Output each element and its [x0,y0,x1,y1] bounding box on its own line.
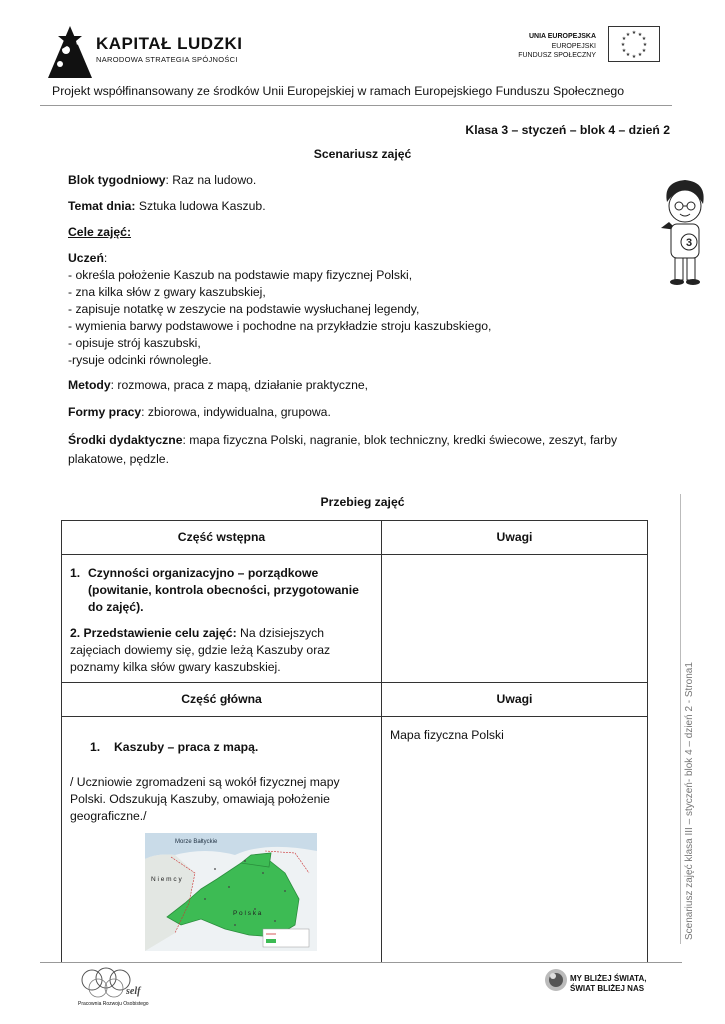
lesson-plan-table [61,520,648,963]
metody-label: Metody [68,378,111,392]
map-country-pl: P o l s k a [233,910,262,917]
srodki-row [68,431,638,469]
eu-line-1: UNIA EUROPEJSKA [528,33,596,40]
blok-value: : Raz na ludowo. [165,173,257,187]
table-row [62,683,648,717]
side-divider [680,494,681,944]
srodki-label: Środki dydaktyczne [68,433,183,447]
item2 [70,625,373,676]
footer-divider [40,962,682,963]
uczen-label: Uczeń [68,251,104,265]
formy-label: Formy pracy [68,405,142,419]
temat-value: Sztuka ludowa Kaszub. [135,199,266,213]
main-item1 [90,739,373,756]
blok-row [68,172,638,189]
srodki-value: : mapa fizyczna Polski, nagranie, blok techniczny, kredki świecowe, zeszyt, farby plakatowe, pędzle. [68,433,618,466]
svg-text:★: ★ [641,48,647,54]
formy-value: : zbiorowa, indywidualna, grupowa. [141,405,331,419]
svg-text:self: self [126,986,141,997]
kid-number: 3 [685,237,693,249]
map-country-de: N i e m c y [151,876,182,883]
logo-subtitle: NARODOWA STRATEGIA SPÓJNOŚCI [96,55,238,64]
cele-label: Cele zajęć: [68,225,132,239]
header-divider [40,105,672,106]
poland-map-image [145,833,317,951]
document-body [68,172,638,477]
map-sea-label: Morze Bałtyckie [175,839,218,845]
document-title: Scenariusz zajęć [313,147,412,161]
svg-text:★: ★ [641,36,647,42]
svg-text:★: ★ [621,36,627,42]
project-line: Projekt współfinansowany ze środków Unii Europejskiej w ramach Europejskiego Funduszu Społecznego [52,84,625,98]
svg-text:★: ★ [625,32,631,38]
class-line: Klasa 3 – styczeń – blok 4 – dzień 2 [465,123,670,137]
goal-item: - zapisuje notatkę w zeszycie na podstawie wysłuchanej legendy, [68,302,420,316]
table-row [62,555,648,683]
svg-text:★: ★ [642,42,648,48]
goal-item: - określa położenie Kaszub na podstawie mapy fizycznej Polski, [68,268,413,282]
myb-line-2: ŚWIAT BLIŻEJ NAS [570,984,645,993]
svg-text:★: ★ [637,52,643,58]
svg-text:★: ★ [631,54,637,60]
blok-label: Blok tygodniowy [68,173,166,187]
formy-row [68,404,638,421]
item1-text: Czynności organizacyjno – porządkowe (powitanie, kontrola obecności, przygotowanie do zajęć). [88,566,359,614]
eu-line-2: EUROPEJSKI [551,42,596,50]
goal-item: -rysuje odcinki równoległe. [68,353,212,367]
part2-content [62,717,382,963]
item2-label: 2. Przedstawienie celu zajęć: [70,626,237,640]
svg-text:★: ★ [620,42,626,48]
part2-notes [382,717,648,963]
notes-header-2: Uwagi [382,683,648,717]
child-mascot-icon [655,176,715,288]
side-footer-text: Scenariusz zajęć klasa III – styczeń- blok 4 – dzień 2 - Strona1 [684,662,695,940]
eu-flag-icon [608,26,660,62]
item1-number: 1. [70,566,81,580]
main-item1-note: Mapa fizyczna Polski [390,728,504,742]
myb-line-1: MY BLIŻEJ ŚWIATA, [570,974,647,983]
svg-text:★: ★ [637,32,643,38]
item2-text: Na dzisiejszych zajęciach dowiemy się, gdzie leżą Kaszuby oraz poznamy kilka słów gwary kaszubskiej. [70,626,331,674]
part1-header: Część wstępna [62,521,382,555]
temat-label: Temat dnia: [68,199,136,213]
eu-text [480,32,596,61]
my-blizej-text [570,974,646,994]
table-row [62,521,648,555]
item1 [70,565,373,616]
svg-text:★: ★ [625,52,631,58]
cele-row [68,224,638,241]
plan-title: Przebieg zajęć [320,495,405,509]
goal-item: - opisuje strój kaszubski, [68,336,201,350]
self-caption: Pracownia Rozwoju Osobistego [78,1001,149,1007]
metody-value: : rozmowa, praca z mapą, działanie praktyczne, [110,378,369,392]
logo-title: KAPITAŁ LUDZKI [96,34,243,53]
main-item1-number: 1. [90,740,101,754]
svg-text:★: ★ [621,48,627,54]
part1-notes [382,555,648,683]
eu-line-3: FUNDUSZ SPOŁECZNY [518,52,596,59]
uczen-row [68,250,638,267]
main-item1-text: Kaszuby – praca z mapą. [114,740,259,754]
goal-item: - zna kilka słów z gwary kaszubskiej, [68,285,266,299]
metody-row [68,377,638,394]
goal-item: - wymienia barwy podstawowe i pochodne na przykładzie stroju kaszubskiego, [68,319,492,333]
main-item1-desc: / Uczniowie zgromadzeni są wokół fizycznej mapy Polski. Odszukują Kaszuby, omawiają położenie geograficzne./ [70,775,340,823]
part1-content [62,555,382,683]
uczen-colon: : [103,251,108,265]
svg-text:★: ★ [631,30,637,36]
part2-header: Część główna [62,683,382,717]
temat-row [68,198,638,215]
table-row [62,717,648,963]
notes-header: Uwagi [382,521,648,555]
